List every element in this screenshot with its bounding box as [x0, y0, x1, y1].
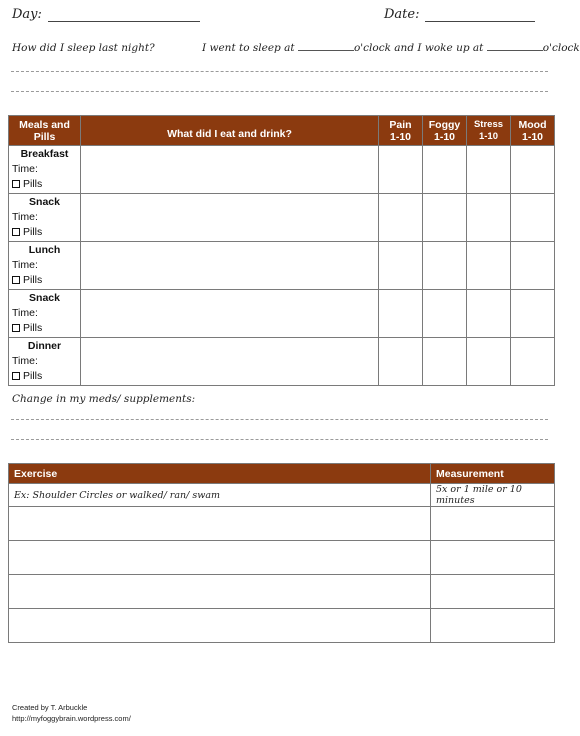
time-label[interactable]: Time:: [12, 259, 38, 271]
measurement-cell[interactable]: [431, 541, 555, 575]
pills-line[interactable]: [12, 321, 77, 336]
food-cell[interactable]: [81, 146, 379, 194]
day-field[interactable]: [12, 7, 200, 22]
pain-cell[interactable]: [379, 338, 423, 386]
measurement-cell[interactable]: [431, 609, 555, 643]
meal-table-body: [9, 146, 555, 386]
mood-cell[interactable]: [511, 338, 555, 386]
went-to-sleep-text: I went to sleep at: [202, 42, 295, 54]
exercise-table: [8, 463, 555, 643]
pills-label: Pills: [23, 226, 43, 238]
exercise-row: [9, 575, 555, 609]
stress-header-line-1: Stress: [473, 118, 504, 130]
measurement-cell[interactable]: [431, 507, 555, 541]
stress-cell[interactable]: [467, 242, 511, 290]
pain-header-line-2: 1-10: [389, 130, 411, 143]
pills-line[interactable]: [12, 225, 77, 240]
date-underline[interactable]: [425, 8, 535, 22]
sleep-notes-line-2[interactable]: [11, 91, 548, 92]
exercise-row: [9, 541, 555, 575]
oclock-woke-text: o'clock and I woke up at: [353, 42, 484, 54]
meal-name: Snack: [29, 292, 60, 304]
meal-label-cell: [9, 242, 81, 290]
foggy-cell[interactable]: [423, 290, 467, 338]
foggy-header: [423, 116, 467, 146]
exercise-header-row: [9, 464, 555, 484]
exercise-example: Ex: Shoulder Circles or walked/ ran/ swam: [9, 484, 431, 507]
pills-label: Pills: [23, 178, 43, 190]
meal-name: Dinner: [27, 340, 62, 352]
exercise-cell[interactable]: [9, 541, 431, 575]
pills-checkbox[interactable]: [12, 276, 20, 284]
created-by: Created by T. Arbuckle: [12, 703, 88, 712]
mood-header-line-2: 1-10: [521, 130, 543, 143]
meal-label-cell: [9, 290, 81, 338]
meal-label-cell: [9, 194, 81, 242]
pain-cell[interactable]: [379, 290, 423, 338]
meals-pills-header: [9, 116, 81, 146]
changes-line-1[interactable]: [11, 419, 548, 420]
time-label[interactable]: Time:: [12, 355, 38, 367]
mood-header-line-1: Mood: [518, 118, 547, 131]
meal-row: [9, 338, 555, 386]
pills-checkbox[interactable]: [12, 324, 20, 332]
footer-url[interactable]: http://myfoggybrain.wordpress.com/: [12, 714, 131, 723]
stress-cell[interactable]: [467, 290, 511, 338]
exercise-row: [9, 507, 555, 541]
time-label[interactable]: Time:: [12, 163, 38, 175]
meal-table-header-row: [9, 116, 555, 146]
mood-cell[interactable]: [511, 290, 555, 338]
stress-cell[interactable]: [467, 194, 511, 242]
day-label: Day:: [12, 7, 42, 22]
pain-cell[interactable]: [379, 146, 423, 194]
changes-label: Change in my meds/ supplements:: [12, 393, 196, 405]
meal-name: Snack: [29, 196, 60, 208]
mood-header: [511, 116, 555, 146]
exercise-cell[interactable]: [9, 575, 431, 609]
oclock-text: o'clock: [542, 42, 580, 54]
stress-header-line-2: 1-10: [478, 130, 498, 142]
pills-checkbox[interactable]: [12, 372, 20, 380]
meal-row: [9, 242, 555, 290]
meal-label-cell: [9, 146, 81, 194]
food-cell[interactable]: [81, 290, 379, 338]
mood-cell[interactable]: [511, 242, 555, 290]
pills-checkbox[interactable]: [12, 228, 20, 236]
mood-cell[interactable]: [511, 194, 555, 242]
day-underline[interactable]: [48, 8, 200, 22]
foggy-cell[interactable]: [423, 338, 467, 386]
pills-label: Pills: [23, 274, 43, 286]
food-cell[interactable]: [81, 194, 379, 242]
date-field[interactable]: [384, 7, 535, 22]
foggy-header-line-1: Foggy: [428, 118, 461, 131]
pills-line[interactable]: [12, 177, 77, 192]
measurement-cell[interactable]: [431, 575, 555, 609]
meal-name: Lunch: [28, 244, 61, 256]
measurement-example: 5x or 1 mile or 10 minutes: [431, 484, 555, 507]
stress-header: [467, 116, 511, 146]
sleep-time-blank[interactable]: [298, 42, 354, 51]
measurement-header: Measurement: [431, 464, 555, 484]
stress-cell[interactable]: [467, 146, 511, 194]
pain-header: [379, 116, 423, 146]
exercise-cell[interactable]: [9, 507, 431, 541]
meals-header-line-2: Pills: [33, 130, 56, 143]
meal-row: [9, 146, 555, 194]
pills-label: Pills: [23, 370, 43, 382]
pills-line[interactable]: [12, 273, 77, 288]
stress-cell[interactable]: [467, 338, 511, 386]
food-cell[interactable]: [81, 242, 379, 290]
wake-time-blank[interactable]: [487, 42, 543, 51]
meal-row: [9, 194, 555, 242]
sleep-question: How did I sleep last night?: [12, 42, 155, 54]
changes-line-2[interactable]: [11, 439, 548, 440]
meal-table: [8, 115, 555, 386]
meal-name: Breakfast: [20, 148, 69, 160]
food-cell[interactable]: [81, 338, 379, 386]
pain-cell[interactable]: [379, 242, 423, 290]
exercise-example-row: [9, 484, 555, 507]
foggy-header-line-2: 1-10: [433, 130, 455, 143]
time-label[interactable]: Time:: [12, 307, 38, 319]
meal-label-cell: [9, 338, 81, 386]
pills-label: Pills: [23, 322, 43, 334]
foggy-cell[interactable]: [423, 146, 467, 194]
exercise-row: [9, 609, 555, 643]
footer: [12, 702, 131, 724]
date-label: Date:: [384, 7, 420, 22]
sleep-notes-line-1[interactable]: [11, 71, 548, 72]
foggy-cell[interactable]: [423, 242, 467, 290]
mood-cell[interactable]: [511, 146, 555, 194]
pills-checkbox[interactable]: [12, 180, 20, 188]
exercise-header: Exercise: [9, 464, 431, 484]
pain-cell[interactable]: [379, 194, 423, 242]
meal-row: [9, 290, 555, 338]
sleep-times: [202, 42, 580, 54]
pain-header-line-1: Pain: [389, 118, 412, 131]
exercise-cell[interactable]: [9, 609, 431, 643]
food-header: What did I eat and drink?: [81, 116, 379, 146]
pills-line[interactable]: [12, 369, 77, 384]
foggy-cell[interactable]: [423, 194, 467, 242]
meals-header-line-1: Meals and: [19, 118, 70, 131]
time-label[interactable]: Time:: [12, 211, 38, 223]
